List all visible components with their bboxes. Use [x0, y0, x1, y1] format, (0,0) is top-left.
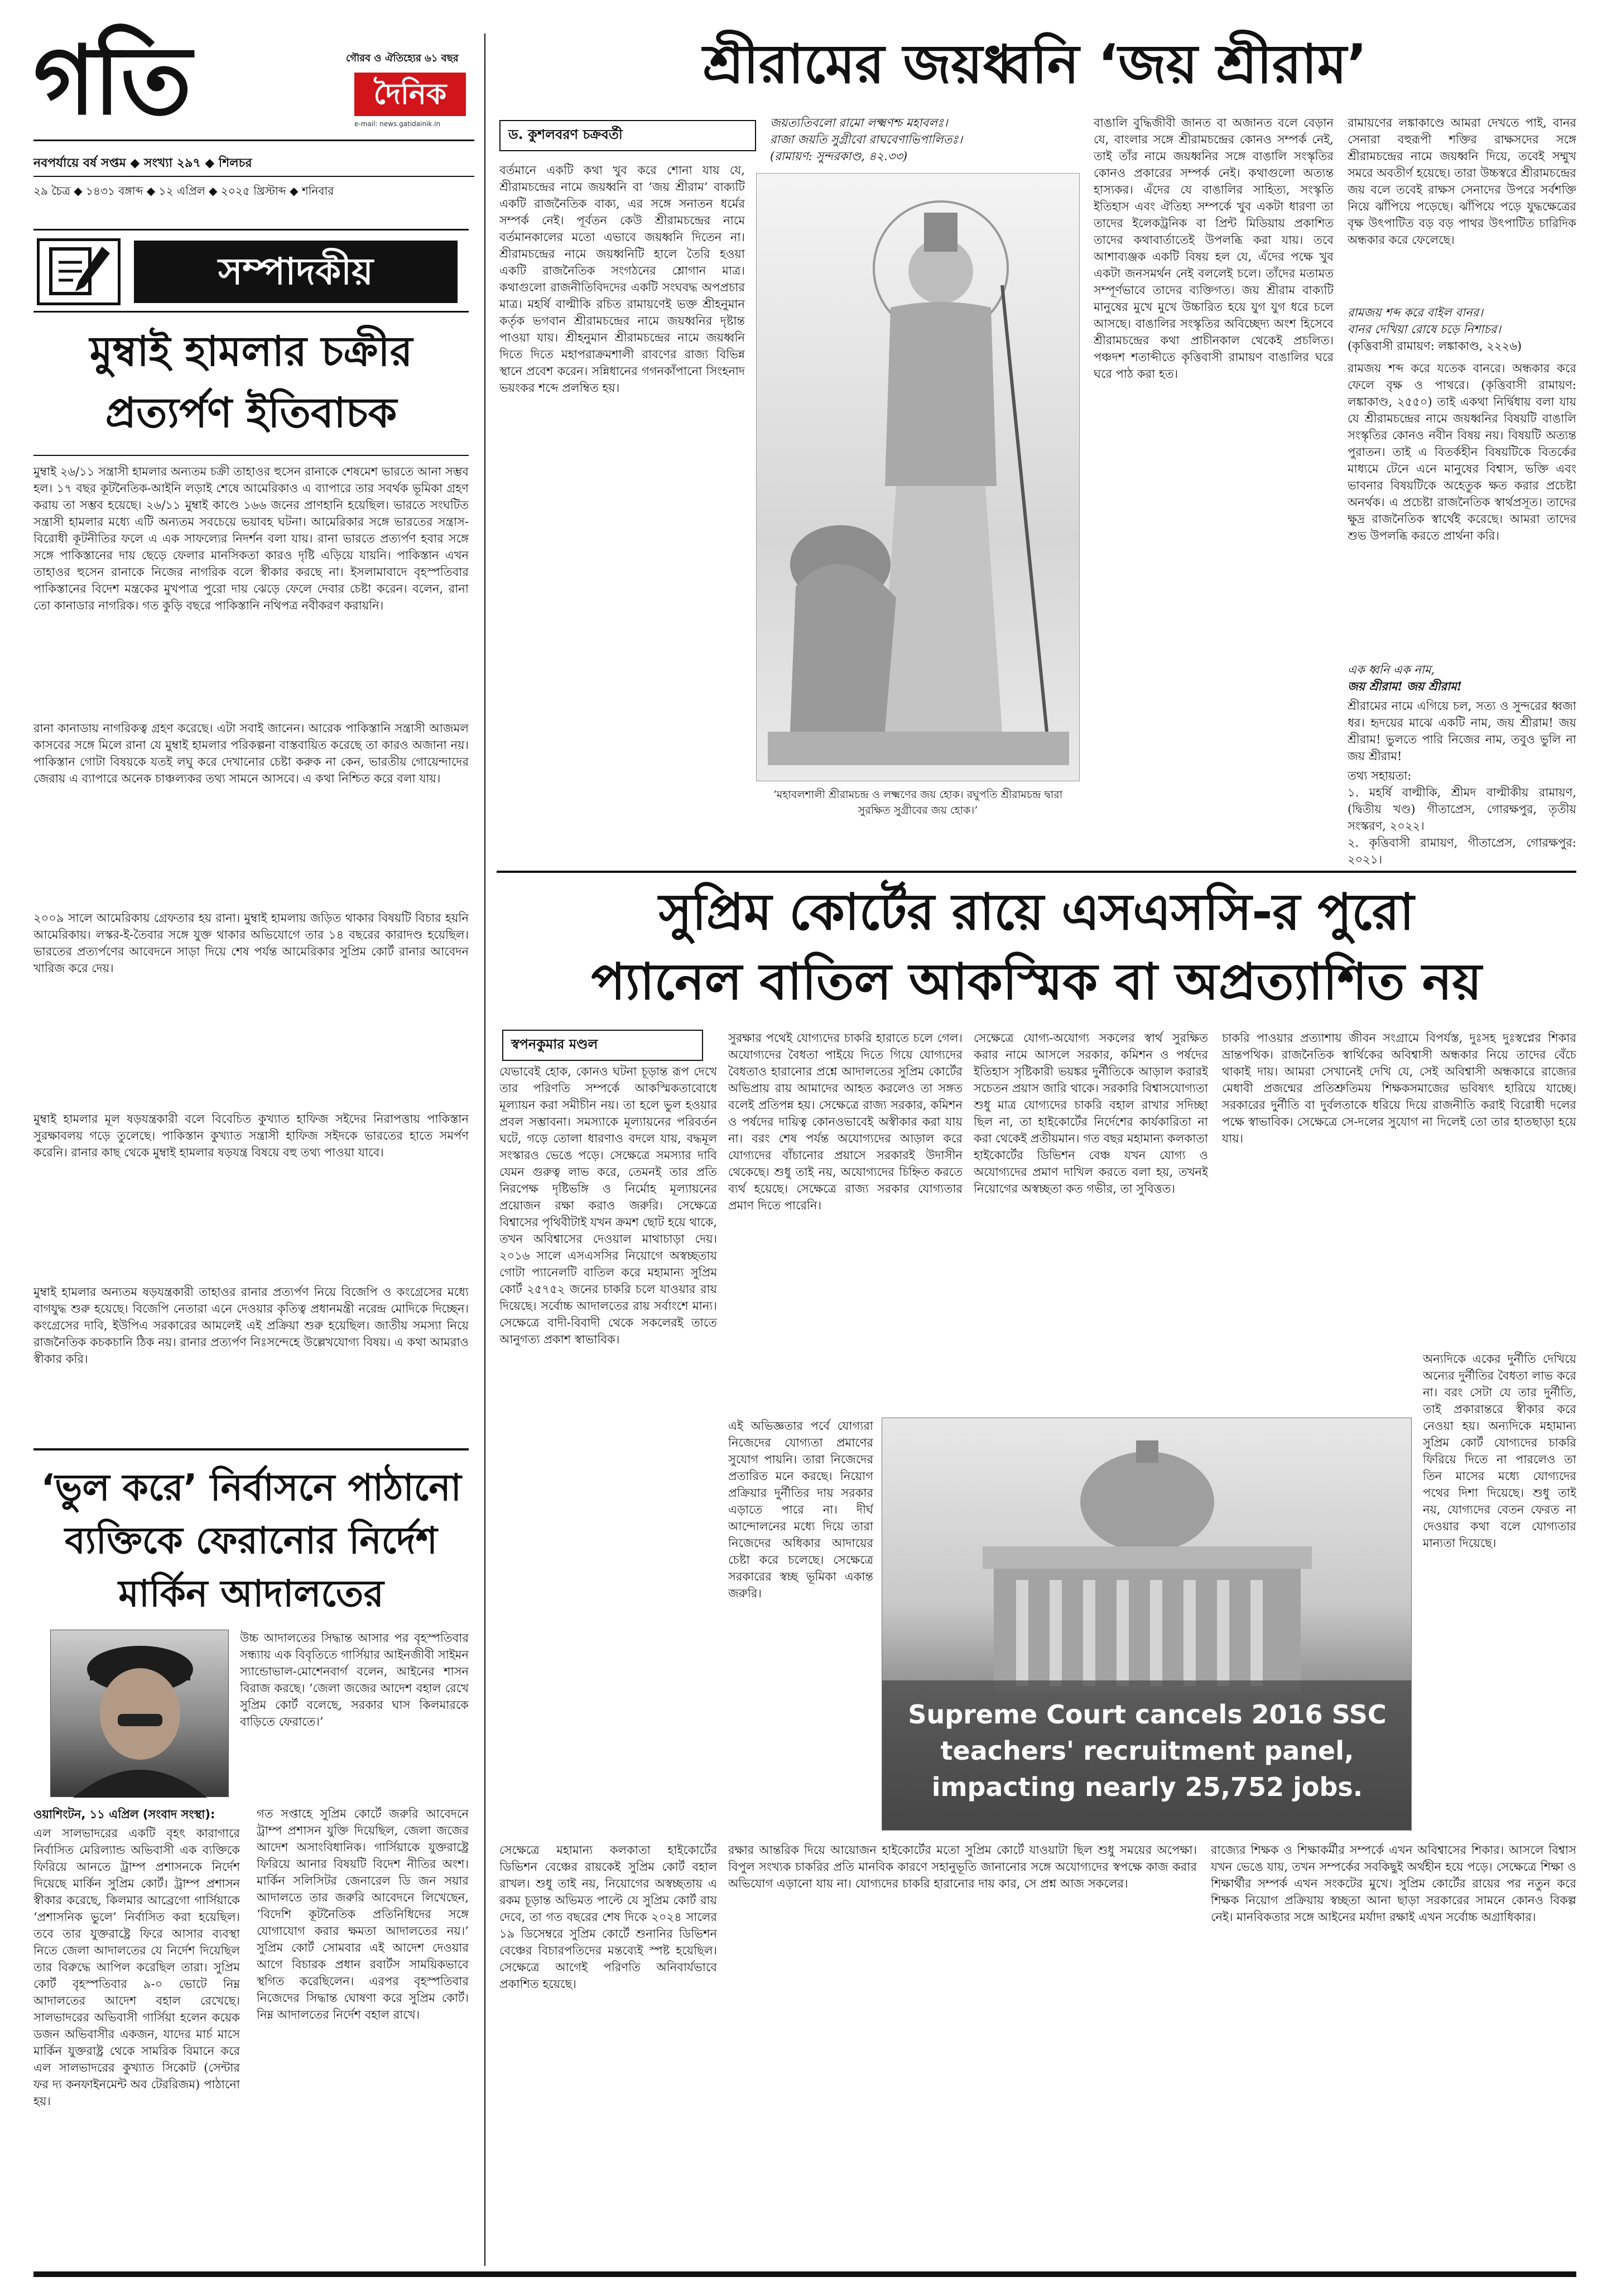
ram-headline: শ্রীরামের জয়ধ্বনি ‘জয় শ্রীরাম’ — [703, 33, 1368, 95]
photo-caption-3: impacting nearly 25,752 jobs. — [931, 1772, 1363, 1802]
ram-refs-title: তথ্য সহায়তা: — [1348, 769, 1412, 782]
ssc-lower-2: রক্ষার আন্তরিক দিয়ে আয়োজন হাইকোর্টের মতো সুপ্রিম কোর্টে যাওয়াটা ছিল শুধু সময়ের অপেক্ষা। বিপুল সংখ্যক চাকরির প্রতি মানবিক কারণে সহানুভূতি জানানোর সঙ্গে অযোগ্যদের স্বপক্ষে কাজ করার অভিযোগ এড়ানো যায় না। যোগ্যদের চাকরি হারানোর দায় কার, সে প্রশ্ন আজ সকলের। — [728, 1843, 1197, 1890]
masthead-divider — [33, 140, 474, 141]
masthead-site[interactable]: e-mail: news.gatidainik.in — [354, 120, 441, 128]
ram-quote-line-1: জয়ত্যতিবলো রামো লক্ষ্মণশ্চ মহাবলঃ। — [770, 116, 948, 129]
photo-caption-2: teachers' recruitment panel, — [940, 1736, 1354, 1766]
editorial-headline-1: মুম্বাই হামলার চক্রীর — [89, 328, 413, 376]
ram-verse-source: (কৃত্তিবাসী রামায়ণ: লঙ্কাকাণ্ড, ২২২৬) — [1348, 339, 1522, 353]
ssc-col-2: সুরক্ষার পথেই যোগ্যদের চাকরি হারাতে চলে গেল। অযোগ্যদের বৈধতা পাইয়ে দিতে গিয়ে যোগ্যদের বৈধতাও হারানোর প্রশ্নে আদালতের সুপ্রিম কোর্টের অভিপ্রায় রায় আমাদের আহত করলেও তা সঙ্গত বলেই প্রতিপন্ন হয়। সেক্ষেত্রে রাজ্য সরকার, কমিশন ও পর্ষদের দায়িত্ব কোনওভাবেই অস্বীকার করা যায় না। বরং শেষ পর্যন্ত অযোগ্যদের আড়াল করে যোগ্যদের বাঁচানোর প্রয়াসে সরকারই উদাসীন থেকেছে। শুধু তাই নয়, অযোগ্যদের চিহ্নিত করতে ব্যর্থ হয়েছে। সেক্ষেত্রে রাজ্য সরকার যোগ্যতার প্রমাণ দিতে পারেনি। — [728, 1031, 963, 1212]
editorial-icon-box — [37, 238, 121, 305]
ram-ref-1: ১. মহর্ষি বাল্মীকি, শ্রীমদ বাল্মীকীয় রামায়ণ, (দ্বিতীয় খণ্ড) গীতাপ্রেস, গোরক্ষপুর, তৃতীয় সংস্করণ, ২০২২। — [1348, 786, 1576, 833]
ram-byline: ড. কুশলবরণ চক্রবর্তী — [499, 120, 756, 151]
editorial-para-4: মুম্বাই হামলার মূল ষড়যন্ত্রকারী বলে বিবেচিত কুখ্যাত হাফিজ সইদের নিরাপত্তায় পাকিস্তান সুরক্ষাবলয় গড়ে তুলেছে। পাকিস্তান কুখ্যাত সন্ত্রাসী হাফিজ সইদকে ভারতের হাতে সমর্পণ করেনি। রানার কাছ থেকে মুম্বাই হামলার ষড়যন্ত্র বিষয়ে বহু তথ্য পাওয়া যাবে। — [33, 1112, 469, 1159]
ssc-col-3: সেক্ষেত্রে যোগ্য-অযোগ্য সকলের স্বার্থ সুরক্ষিত করার নামে আসলে সরকার, কমিশন ও পর্ষদের ইতিহাস সৃষ্টিকারী ভয়ঙ্কর দুর্নীতিকে আড়াল করারই সচেতন প্রয়াস জারি থাকে। সরকারি বিশ্বাসযোগ্যতা শুধু মাত্র যোগ্যদের চাকরি বহাল রাখার সদিচ্ছা ছিল না, তা হাইকোর্টের নির্দেশের কার্যকারিতা না করা থেকেই প্রতীয়মান। গত বছর মহামান্য কলকাতা হাইকোর্টের ডিভিশন বেঞ্চ যখন যোগ্য ও অযোগ্যদের প্রমাণ দাখিল করতে বলা হয়, তখনই নিয়োগের অস্বচ্ছতা কত গভীর, তা সুবিত্তত। — [974, 1031, 1208, 1195]
editorial-label: সম্পাদকীয় — [134, 241, 458, 303]
ssc-lower-3: রাজ্যের শিক্ষক ও শিক্ষাকর্মীর সম্পর্কে এখন অবিশ্বাসের শিকার। আসলে বিশ্বাস যখন ভেঙে যায়, তখন সম্পর্কের সবকিছুই অর্থহীন হয়ে পড়ে। সেক্ষেত্রে শিক্ষা ও শিক্ষার্থীর সম্পর্ক এখন সংকটের মুখে। সুপ্রিম কোর্টের রায়ের পর নতুন করে শিক্ষক নিয়োগ প্রক্রিয়ায় স্বচ্ছতা আনা ছাড়া সরকারের সামনে কোনও বিকল্প নেই। মানবিকতার সঙ্গে আইনের মর্যাদা রক্ষাই এখন সর্বোচ্চ অগ্রাধিকার। — [1211, 1843, 1576, 1924]
deport-headline-2: ব্যক্তিকে ফেরানোর নির্দেশ — [65, 1519, 437, 1562]
ssc-headline-1: সুপ্রিম কোর্টের রায়ে এসএসসি-র পুরো — [658, 883, 1414, 942]
ram-verse-2: বানর দেখিয়া রোষে চড়ে নিশাচর। — [1348, 323, 1501, 336]
editorial-label-bar — [33, 229, 469, 313]
pen-icon — [40, 241, 118, 302]
editorial-para-3: ২০০৯ সালে আমেরিকায় গ্রেফতার হয় রানা। মুম্বাই হামলায় জড়িত থাকার বিষয়টি বিচার হয়নি আমেরিকায়। লস্কর-ই-তৈবার সঙ্গে যুক্ত থাকার অভিযোগে তার ১৪ বছরের কারাদণ্ড হয়েছিল। ভারতের প্রত্যর্পণের আবেদনে সাড়া দিয়ে শেষ পর্যন্ত আমেরিকার সুপ্রিম কোর্ট রানার আবেদন খারিজ করে দেয়। — [33, 911, 469, 975]
ssc-col-2-lower: এই অভিজ্ঞতার পর্বে যোগ্যরা নিজেদের যোগ্যতা প্রমাণের সুযোগ পায়নি। তারা নিজেদের প্রতারিত মনে করছে। নিয়োগ প্রক্রিয়ার দুর্নীতির দায় সরকার এড়াতে পারে না। দীর্ঘ আন্দোলনের মধ্যে দিয়ে তারা নিজেদের অধিকার আদায়ের চেষ্টা করে চলেছে। সেক্ষেত্রে সরকারের স্বচ্ছ ভূমিকা একান্ত জরুরি। — [728, 1419, 873, 1600]
ssc-col-1: যেভাবেই হোক, কোনও ঘটনা চূড়ান্ত রূপ দেখে তার পরিণতি সম্পর্কে আকস্মিকতাবোধে মূল্যায়ন করা সমীচীন নয়। তা হলে ভুল হওয়ার প্রবল সম্ভাবনা। সমস্যাকে মূল্যায়নের পরিবর্তন ঘটে, গড়ে তোলা ধারণাও বদলে যায়, বদ্ধমূল সংস্কারও ভেঙে পড়ে। সেক্ষেত্রে সমস্যার দাবি যেমন গুরুত্ব লাভ করে, তেমনই তার প্রতি নিরপেক্ষ দৃষ্টিভঙ্গি ও নির্মোহ মূল্যায়নের প্রয়োজন রক্ষা করাও জরুরি। সেক্ষেত্রে বিশ্বাসের পৃথিবীটাই যখন ক্রমশ ছোট হয়ে থাকে, তখন অবিশ্বাসের দেওয়াল মাথাচাড়া দেয়। ২০১৬ সালে এসএসসির নিয়োগে অস্বচ্ছতায় গোটা প্যানেলটি বাতিল করে মহামান্য সুপ্রিম কোর্ট ২৫৭৫২ জনের চাকরি চলে যাওয়ার রায় দিয়েছে। সর্বোচ্চ আদালতের রায় সর্বাংশে মান্য। সেক্ষেত্রে বাদী-বিবাদী থেকে সকলেরই তাতে আনুগত্য প্রকাশ স্বাভাবিক। — [499, 1065, 717, 1346]
ram-col-1: বর্তমানে একটি কথা খুব করে শোনা যায় যে, শ্রীরামচন্দ্রের নামে জয়ধ্বনি বা ‘জয় শ্রীরাম’ বাক্যটি একটি রাজনৈতিক বাক্য, এর সঙ্গে সনাতন ধর্মের সম্পর্ক নেই। পূর্বতন কেউ শ্রীরামচন্দ্রের নামে বর্তমানকালের মতো এভাবে জয়ধ্বনি দিতেন না। শ্রীরামচন্দ্রের নামে জয়ধ্বনিটি হালে তৈরি হওয়া একটি রাজনৈতিক সংগঠনের শ্লোগান মাত্র। কথাগুলো রাজনীতিবিদদের একটি সংঘবদ্ধ অপপ্রচার মাত্র। মহর্ষি বাল্মীকি রচিত রামায়ণেই ভক্ত শ্রীহনুমান কর্তৃক ভগবান শ্রীরামচন্দ্রের নামে জয়ধ্বনির দৃষ্টান্ত পাওয়া যায়। শ্রীহনুমান শ্রীরামচন্দ্রের নামে জয়ধ্বনি দিতে দিতে মহাপরাক্রমশালী রাবণের রাজ্য বিভিন্ন স্থানে প্রবেশ করেন। সন্নিধানের গগনকাঁপানো সিংহনাদ ভয়ংকর শব্দে প্রলম্বিত হয়। — [499, 164, 745, 395]
ram-verse-4: জয় শ্রীরাম! জয় শ্রীরাম! — [1348, 679, 1462, 693]
masthead-tagline: গৌরব ও ঐতিহ্যের ৬১ বছর — [346, 52, 459, 64]
ram-col-4b: রামজয় শব্দ করে যতেক বানরে। অন্ধকার করে ফেলে বৃক্ষ ও পাথরে। (কৃত্তিবাসী রামায়ণ: লঙ্কাকাণ্ড, ২৫৫০) তাই একথা নির্দ্বিধায় বলা যায় যে শ্রীরামচন্দ্রের নামে জয়ধ্বনির বিষয়টি বাঙালি সংস্কৃতির কোনও নবীন বিষয় নয়। বিষয়টি অত্যন্ত পুরাতন। তাই এ বিতর্কহীন বিষয়টিকে বিতর্কের মাধ্যমে টেনে এনে মানুষের বিশ্বাস, ভক্তি এবং ভাবনার বিষয়টিকে অহেতুক ক্ষত করার প্রচেষ্টা অনর্থক। এ প্রচেষ্টা রাজনৈতিক স্বার্থপ্রসূত। তাদের ক্ষুদ্র রাজনৈতিক স্বার্থেই করেছে। আমরা তাদের শুভ উপলব্ধি করতে প্রার্থনা করি। — [1348, 362, 1576, 542]
masthead — [33, 26, 474, 223]
ram-col-3: বাঙালি বুদ্ধিজীবী জানত বা অজানত বলে বেড়ান যে, বাংলার সঙ্গে শ্রীরামচন্দ্রের কোনও সম্পর্ক নেই, তাই তাঁর নামে জয়ধ্বনির সঙ্গে বাঙালি সংস্কৃতির কোনও প্রকারের সম্পর্ক নেই। কথাগুলো অত্যন্ত হাস্যকর। এঁদের যে বাঙালির সাহিত্য, সংস্কৃতি ইতিহাস এবং ঐতিহ্য সম্পর্কে খুব একটা ধারণা তা তাদের ইলেকট্রনিক বা প্রিন্ট মিডিয়ায় প্রকাশিত তাদের কথাবার্তাতেই উপলব্ধি করা যায়। তবে আশাব্যঞ্জক একটি বিষয় হল যে, এঁদের পক্ষে খুব একটা জনসমর্থন নেই বললেই চলে। তাঁদের মতামত সম্পূর্ণভাবে তাদের ব্যক্তিগত। জয় শ্রীরাম বাক্যটি মানুষের মুখে মুখে উচ্চারিত হয়ে যুগ যুগ ধরে চলে আসছে। বাঙালির সংস্কৃতির অবিচ্ছেদ্য অংশ হিসেবে শ্রীরামচন্দ্রের কথা প্রাচীনকাল থেকেই প্রচলিত। পঞ্চদশ শতাব্দীতে কৃত্তিবাসী রামায়ণ বাঙালির ঘরে ঘরে পাঠ করা হত। — [1094, 116, 1334, 381]
deport-headline-1: ‘ভুল করে’ নির্বাসনে পাঠানো — [41, 1466, 461, 1509]
deport-dateline: ওয়াশিংটন, ১১ এপ্রিল (সংবাদ সংস্থা): — [33, 1808, 215, 1821]
photo-caption-1: Supreme Court cancels 2016 SSC — [908, 1699, 1387, 1730]
masthead-logo: গতি — [33, 26, 190, 136]
issue-line: নবপর্যায়ে বর্ষ সপ্তম ◆ সংখ্যা ২৯৭ ◆ শিলচর — [33, 156, 252, 170]
rama-hanuman-illustration — [757, 174, 1080, 782]
ssc-col-4b: অন্যদিকে একের দুর্নীতি দেখিয়ে অন্যের দুর্নীতির বৈধতা লাভ করে না। বরং সেটা যে তার দুর্নীতি, তাই প্রকারান্তরে স্বীকার করে নেওয়া হয়। অন্যদিকে মহামান্য সুপ্রিম কোর্ট যোগ্যদের চাকরি ফিরিয়ে দিতে না পারলেও তা তিন মাসের মধ্যে যোগ্যদের পথের দিশা দিয়েছে। শুধু তাই নয়, যোগ্যদের বেতন ফেরত না দেওয়ার কথা বলে যোগ্যতার মান্যতা দিয়েছে। — [1423, 1352, 1576, 1550]
masthead-divider-2 — [33, 176, 474, 177]
ram-quote-line-2: রাজা জয়তি সুগ্রীবো রাঘবেণাভিপালিতঃ। — [770, 133, 963, 146]
deport-lead: উচ্চ আদালতের সিদ্ধান্ত আসার পর বৃহস্পতিবার সন্ধ্যায় এক বিবৃতিতে গার্সিয়ার আইনজীবী সাইমন স্যান্ডোভাল-মোশেনবার্গ বলেন, আইনের শাসন বিরাজ করছে। ‘জেলা জজের আদেশ বহাল রেখে সুপ্রিম কোর্ট বলেছে, সরকার ঘাস কিলমারকে বাড়িতে ফেরাতে।’ — [240, 1631, 469, 1728]
ram-quote-line-3: (রামায়ণ: সুন্দরকাণ্ড, ৪২.৩৩) — [770, 150, 908, 163]
court-building-illustration — [882, 1418, 1412, 1831]
page-bottom-rule — [33, 2271, 1576, 2277]
ram-bottom-rule — [497, 871, 1576, 873]
ram-col-4c: শ্রীরামের নামে এগিয়ে চল, সত্য ও সুন্দরের ধ্বজা ধর। হৃদয়ের মাঝে একটি নাম, জয় শ্রীরাম! জয় শ্রীরাম! ভুলতে পারি নিজের নাম, তবুও ভুলি না জয় শ্রীরাম! — [1348, 699, 1576, 763]
date-line: ২৯ চৈত্র ◆ ১৪৩১ বঙ্গাব্দ ◆ ১২ এপ্রিল ◆ ২০২৫ খ্রিস্টাব্দ ◆ শনিবার — [33, 184, 334, 198]
editorial-para-1: মুম্বাই ২৬/১১ সন্ত্রাসী হামলার অন্যতম চক্রী তাহাওর হুসেন রানাকে শেষমেশ ভারতে আনা সম্ভব হল। ১৭ বছর কূটনৈতিক-আইনি লড়াই শেষে আমেরিকাও এ ব্যাপারে তার সবর্থক ভূমিকা গ্রহণ করায় তা সম্ভব হয়েছে। ২৬/১১ মুম্বাই কাণ্ডে ১৬৬ জনের প্রাণহানি হয়েছিল। ভারতে সংঘটিত সন্ত্রাসী হামলার মধ্যে এটি অন্যতম সবচেয়ে ভয়াবহ ঘটনা। আমেরিকার সঙ্গে ভারতের সন্ত্রাস-বিরোধী কূটনীতির ফলে এ এক সাফল্যের নিদর্শন বলা যায়। রানা ভারতে প্রত্যর্পণ হবার সঙ্গে সঙ্গে পাকিস্তানের দায় ছেড়ে ফেলার মানসিকতা কারও দৃষ্টি এড়িয়ে যায়নি। পাকিস্তান এখন তাহাওর হুসেন রানাকে নিজের নাগরিক বলে স্বীকার করছে না। ইসলামাবাদে বৃহস্পতিবার পাকিস্তানের বিদেশ মন্ত্রকের মুখপাত্র পুরো দায় ঝেড়ে ফেলে দেবার চেষ্টা করেন। বলেন, রানা তো কানাডার নাগরিক। গত কুড়ি বছরে পাকিস্তানি নথিপত্র নবীকরণ করায়নি। — [33, 465, 469, 612]
deport-body-left: এল সালভাদরের একটি বৃহৎ কারাগারে নির্বাসিত মেরিল্যান্ড অভিবাসী এক ব্যক্তিকে ফিরিয়ে আনতে ট্রাম্প প্রশাসনকে নির্দেশ দিয়েছে মার্কিন সুপ্রিম কোর্ট। ট্রাম্প প্রশাসন স্বীকার করেছে, কিলমার আব্রেগো গার্সিয়াকে ‘প্রশাসনিক ভুলে’ নির্বাসিত করা হয়েছিল। তবে তার যুক্তরাষ্ট্রে ফিরে আসার ব্যবস্থা নিতে জেলা আদালতের যে নির্দেশ দিয়েছিল তার বিরুদ্ধে আপিল করেছিল তারা। সুপ্রিম কোর্ট বৃহস্পতিবার ৯-০ ভোটে নিম্ন আদালতের আদেশ বহাল রেখেছে। সালভাদরের অভিবাসী গার্সিয়া হলেন কয়েক ডজন অভিবাসীর একজন, যাদের মার্চ মাসে মার্কিন যুক্তরাষ্ট্র থেকে সামরিক বিমানে করে এল সালভাদরের কুখ্যাত সিকোট (সেন্টার ফর দ্য কনফাইনমেন্ট অব টেররিজম) পাঠানো হয়। — [33, 1827, 240, 2108]
ram-verse-3: এক ধ্বনি এক নাম, — [1348, 663, 1435, 676]
editorial-headline-2: প্রত্যর্পণ ইতিবাচক — [105, 389, 397, 437]
column-divider — [484, 33, 485, 2266]
deport-headline-3: মার্কিন আদালতের — [118, 1572, 384, 1615]
ssc-byline: স্বপনকুমার মণ্ডল — [502, 1030, 703, 1061]
ram-ref-2: ২. কৃত্তিবাসী রামায়ণ, গীতাপ্রেস, গোরক্ষপুর: ২০২১। — [1348, 836, 1576, 866]
ssc-col-4: চাকরি পাওয়ার প্রত্যাশায় জীবন সংগ্রামে বিপর্যস্ত, দুঃসহ দুঃস্বপ্নের শিকার ভ্রান্তপথিক। রাজনৈতিক স্বার্থিকের অবিশ্বাসী অন্ধকার নিয়ে তাদের বেঁচে থাকাই দায়। আমরা সেখানেই দেখি যে, সেই অবিশ্বাসী অন্ধকারে রাজ্যের মেধাবী প্রজন্মের প্রতিশ্রুতিময় শিক্ষকসমাজের ভবিষ্যৎ হারিয়ে যাচ্ছে। সরকারের দুর্নীতি বা দুর্বলতাকে ধরিয়ে দিয়ে রাজনীতি করাই বিরোধী দলের পক্ষে স্বাভাবিক। সেক্ষেত্রে সে-দলের সুযোগ না দিলেই তো তার হাতছাড়া হয়ে যায়। — [1222, 1031, 1576, 1145]
ram-illustration — [756, 173, 1080, 781]
ram-col-4: রামায়ণের লঙ্কাকাণ্ডে আমরা দেখতে পাই, বানর সেনারা বহুরূপী শক্তির রাক্ষসদের সঙ্গে শ্রীরামচন্দ্রের নামে জয়ধ্বনি দিয়ে, তবেই সম্মুখ সমরে অবতীর্ণ হয়েছে। তারা উচ্চস্বরে শ্রীরামচন্দ্রের জয় বলে তবেই রাক্ষস সেনাদের উপরে সর্বশক্তি নিয়ে ঝাঁপিয়ে পড়েছে। ঝাঁপিয়ে পড়ে যুদ্ধক্ষেত্রের বৃক্ষ উৎপাটিত বড় বড় পাথর উৎপাটিত চারিদিক অন্ধকার করে ফেলেছে। — [1348, 116, 1576, 247]
ram-verse-1: রামজয় শব্দ করে বাইল বানর। — [1348, 306, 1483, 319]
editorial-bottom-rule — [33, 1448, 469, 1450]
deport-body-right: গত সপ্তাহে সুপ্রিম কোর্টে জরুরি আবেদনে ট্রাম্প প্রশাসন যুক্তি দিয়েছিল, জেলা জজের আদেশ অসাংবিধানিক। গার্সিয়াকে যুক্তরাষ্ট্রে ফিরিয়ে আনার বিষয়টি বিদেশ নীতির অংশ। মার্কিন সলিসিটর জেনারেল ডি জন সয়ার আদালতে তার জরুরি আবেদনে লিখেছেন, ‘বিদেশি কূটনৈতিক প্রতিনিধিদের সঙ্গে যোগাযোগ করার ক্ষমতা আদালতের নয়।’ সুপ্রিম কোর্ট সোমবার এই আদেশ দেওয়ার আগে বিচারক প্রধান রবার্টস সাময়িকভাবে স্থগিত করেছিলেন। এরপর বৃহস্পতিবার নিজেদের সিদ্ধান্ত ঘোষণা করে সুপ্রিম কোর্ট। নিম্ন আদালতের নির্দেশ বহাল রাখে। — [257, 1807, 469, 2021]
ssc-lower-1: সেক্ষেত্রে মহামান্য কলকাতা হাইকোর্টের ডিভিশন বেঞ্চের রায়কেই সুপ্রিম কোর্ট বহাল রাখল। শুধু তাই নয়, নিয়োগের অস্বচ্ছতায় এ রকম চূড়ান্ত অভিমত পাল্টে যে সুপ্রিম কোর্ট রায় দেবে, তা গত বছরের শেষ দিকে ২০২৪ সালের ১৯ ডিসেম্বরে সুপ্রিম কোর্টে শুনানির ডিভিশন বেঞ্চের বিচারপতিদের মন্তব্যেই স্পষ্ট হয়েছিল। সেক্ষেত্রে আগেই পরিণতি অনিবার্যভাবে প্রকাশিত হয়েছে। — [499, 1843, 717, 1991]
editorial-para-5: মুম্বাই হামলার অন্যতম ষড়যন্ত্রকারী তাহাওর রানার প্রত্যর্পণ নিয়ে বিজেপি ও কংগ্রেসের মধ্যে বাগযুদ্ধ শুরু হয়েছে। বিজেপি নেতারা এনে দেওয়ার কৃতিত্ব প্রধানমন্ত্রী নরেন্দ্র মোদিকে দিচ্ছেন। কংগ্রেসের দাবি, ইউপিএ সরকারের আমলেই এই প্রক্রিয়া শুরু হয়েছিল। জাতীয় সমস্যা নিয়ে রাজনৈতিক কচকচানি ঠিক নয়। রানার প্রত্যর্পণ নিঃসন্দেহে উল্লেখযোগ্য বিষয়। এ কথা আমরাও স্বীকার করি। — [33, 1285, 469, 1366]
editorial-headline-rule — [33, 455, 469, 456]
ram-quote-block — [770, 114, 1082, 165]
supreme-court-photo — [882, 1418, 1412, 1831]
person-photo-icon — [51, 1630, 229, 1798]
editorial-para-2: রানা কানাডায় নাগরিকত্ব গ্রহণ করেছে। এটা সবাই জানেন। আরেক পাকিস্তানি সন্ত্রাসী আজমল কাসবের সঙ্গে মিলে রানা যে মুম্বাই হামলার পরিকল্পনা বাস্তবায়িত করেছে তা কারও অজানা নয়। পাকিস্তান গোটা বিষয়কে যতই লঘু করে দেখানোর চেষ্টা করুক না কেন, ভারতীয় গোয়েন্দাদের জেরায় এ ব্যাপারে অনেক চাঞ্চল্যকর তথ্য সামনে আসবে। এ কথা নিশ্চিত করে বলা যায়। — [33, 722, 469, 785]
deport-photo — [50, 1630, 229, 1797]
masthead-badge: দৈনিক — [354, 73, 466, 116]
ram-image-caption: ‘মহাবলশালী শ্রীরামচন্দ্র ও লক্ষ্মণের জয় হোক। রঘুপতি শ্রীরামচন্দ্র দ্বারা সুরক্ষিত সুগ্রীবের জয় হোক।’ — [773, 789, 1063, 816]
ssc-headline-2: প্যানেল বাতিল আকস্মিক বা অপ্রত্যাশিত নয় — [591, 953, 1482, 1011]
